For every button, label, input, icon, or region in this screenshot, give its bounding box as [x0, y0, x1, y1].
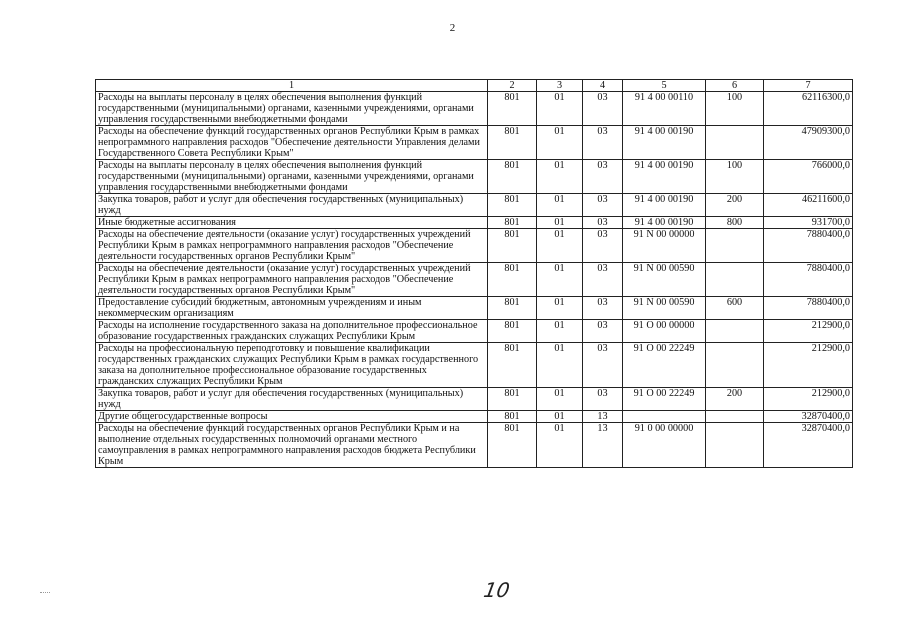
row-target-article-cell [623, 411, 706, 423]
row-name-cell: Предоставление субсидий бюджетным, автономным учреждениям и иным некоммерческим организациям [96, 297, 488, 320]
row-subsection-cell: 03 [583, 160, 623, 194]
row-expense-type-cell [706, 126, 764, 160]
row-code-cell: 801 [488, 423, 537, 468]
table-row [96, 92, 853, 126]
row-amount-cell: 32870400,0 [764, 411, 853, 423]
column-header-3: 3 [537, 80, 583, 92]
row-code-cell: 801 [488, 411, 537, 423]
handwritten-page-number: 10 [481, 578, 512, 602]
row-section-cell: 01 [537, 229, 583, 263]
row-section-cell: 01 [537, 194, 583, 217]
row-subsection-cell: 03 [583, 194, 623, 217]
table-row [96, 388, 853, 411]
row-name-cell: Другие общегосударственные вопросы [96, 411, 488, 423]
row-code-cell: 801 [488, 194, 537, 217]
table-row [96, 217, 853, 229]
row-amount-cell: 7880400,0 [764, 229, 853, 263]
row-expense-type-cell: 200 [706, 388, 764, 411]
row-expense-type-cell [706, 229, 764, 263]
row-subsection-cell: 03 [583, 126, 623, 160]
row-section-cell: 01 [537, 343, 583, 388]
row-amount-cell: 7880400,0 [764, 263, 853, 297]
row-amount-cell: 212900,0 [764, 320, 853, 343]
row-expense-type-cell: 800 [706, 217, 764, 229]
row-subsection-cell: 03 [583, 229, 623, 263]
row-code-cell: 801 [488, 217, 537, 229]
table-row [96, 229, 853, 263]
row-target-article-cell: 91 4 00 00190 [623, 160, 706, 194]
row-target-article-cell: 91 О 00 00000 [623, 320, 706, 343]
row-subsection-cell: 13 [583, 411, 623, 423]
row-target-article-cell: 91 4 00 00190 [623, 217, 706, 229]
margin-mark [40, 592, 50, 593]
row-target-article-cell: 91 4 00 00110 [623, 92, 706, 126]
row-target-article-cell: 91 N 00 00590 [623, 263, 706, 297]
row-subsection-cell: 03 [583, 263, 623, 297]
row-section-cell: 01 [537, 388, 583, 411]
row-expense-type-cell: 100 [706, 160, 764, 194]
row-code-cell: 801 [488, 160, 537, 194]
row-code-cell: 801 [488, 92, 537, 126]
row-name-cell: Расходы на выплаты персоналу в целях обеспечения выполнения функций государственными (муниципальными) органами, казенными учреждениями, органами управления государственными внебюджетными фондами [96, 92, 488, 126]
row-expense-type-cell: 600 [706, 297, 764, 320]
row-amount-cell: 931700,0 [764, 217, 853, 229]
row-subsection-cell: 03 [583, 320, 623, 343]
row-target-article-cell: 91 4 00 00190 [623, 194, 706, 217]
row-name-cell: Расходы на выплаты персоналу в целях обеспечения выполнения функций государственными (муниципальными) органами, казенными учреждениями, органами управления государственными внебюджетными фондами [96, 160, 488, 194]
row-subsection-cell: 03 [583, 217, 623, 229]
column-header-7: 7 [764, 80, 853, 92]
row-code-cell: 801 [488, 229, 537, 263]
row-name-cell: Закупка товаров, работ и услуг для обеспечения государственных (муниципальных) нужд [96, 388, 488, 411]
row-name-cell: Закупка товаров, работ и услуг для обеспечения государственных (муниципальных) нужд [96, 194, 488, 217]
row-name-cell: Иные бюджетные ассигнования [96, 217, 488, 229]
row-expense-type-cell [706, 263, 764, 297]
table-row [96, 320, 853, 343]
row-target-article-cell: 91 О 00 22249 [623, 388, 706, 411]
row-name-cell: Расходы на исполнение государственного заказа на дополнительное профессиональное образование государственных гражданских служащих Республики Крым [96, 320, 488, 343]
row-target-article-cell: 91 О 00 22249 [623, 343, 706, 388]
row-section-cell: 01 [537, 320, 583, 343]
row-amount-cell: 46211600,0 [764, 194, 853, 217]
page-number: 2 [449, 22, 456, 34]
row-target-article-cell: 91 N 00 00000 [623, 229, 706, 263]
column-header-4: 4 [583, 80, 623, 92]
column-header-5: 5 [623, 80, 706, 92]
row-section-cell: 01 [537, 160, 583, 194]
row-amount-cell: 212900,0 [764, 343, 853, 388]
table-header-row [96, 80, 853, 92]
row-amount-cell: 47909300,0 [764, 126, 853, 160]
row-section-cell: 01 [537, 126, 583, 160]
row-subsection-cell: 03 [583, 92, 623, 126]
table-row [96, 194, 853, 217]
table-row [96, 343, 853, 388]
row-code-cell: 801 [488, 343, 537, 388]
table-row [96, 411, 853, 423]
table-row [96, 263, 853, 297]
row-target-article-cell: 91 N 00 00590 [623, 297, 706, 320]
budget-table [95, 79, 853, 468]
row-code-cell: 801 [488, 297, 537, 320]
row-section-cell: 01 [537, 297, 583, 320]
row-code-cell: 801 [488, 320, 537, 343]
row-section-cell: 01 [537, 217, 583, 229]
column-header-2: 2 [488, 80, 537, 92]
row-expense-type-cell: 200 [706, 194, 764, 217]
table-row [96, 297, 853, 320]
row-amount-cell: 62116300,0 [764, 92, 853, 126]
row-section-cell: 01 [537, 92, 583, 126]
table-row [96, 160, 853, 194]
row-expense-type-cell [706, 343, 764, 388]
row-amount-cell: 212900,0 [764, 388, 853, 411]
row-name-cell: Расходы на обеспечение функций государственных органов Республики Крым в рамках непрограммного направления расходов "Обеспечение деятельности Управления делами Государственного Совета Республики Крым" [96, 126, 488, 160]
row-target-article-cell: 91 4 00 00190 [623, 126, 706, 160]
table-body [96, 92, 853, 468]
table-row [96, 423, 853, 468]
row-subsection-cell: 03 [583, 297, 623, 320]
row-section-cell: 01 [537, 263, 583, 297]
row-subsection-cell: 03 [583, 388, 623, 411]
row-section-cell: 01 [537, 423, 583, 468]
row-code-cell: 801 [488, 126, 537, 160]
row-expense-type-cell [706, 423, 764, 468]
row-amount-cell: 7880400,0 [764, 297, 853, 320]
row-subsection-cell: 03 [583, 343, 623, 388]
row-code-cell: 801 [488, 388, 537, 411]
row-section-cell: 01 [537, 411, 583, 423]
row-expense-type-cell [706, 320, 764, 343]
row-name-cell: Расходы на обеспечение функций государственных органов Республики Крым и на выполнение отдельных государственных полномочий органами местного самоуправления в рамках непрограммного направления расходов бюджета Республики Крым [96, 423, 488, 468]
row-subsection-cell: 13 [583, 423, 623, 468]
row-name-cell: Расходы на обеспечение деятельности (оказание услуг) государственных учреждений Республики Крым в рамках непрограммного направления расходов "Обеспечение деятельности государственных органов Республики Крым" [96, 263, 488, 297]
row-expense-type-cell: 100 [706, 92, 764, 126]
row-amount-cell: 766000,0 [764, 160, 853, 194]
row-expense-type-cell [706, 411, 764, 423]
column-header-6: 6 [706, 80, 764, 92]
table-row [96, 126, 853, 160]
row-code-cell: 801 [488, 263, 537, 297]
row-amount-cell: 32870400,0 [764, 423, 853, 468]
column-header-1: 1 [96, 80, 488, 92]
row-target-article-cell: 91 0 00 00000 [623, 423, 706, 468]
row-name-cell: Расходы на обеспечение деятельности (оказание услуг) государственных учреждений Республики Крым в рамках непрограммного направления расходов "Обеспечение деятельности государственных органов Республики Крым" [96, 229, 488, 263]
row-name-cell: Расходы на профессиональную переподготовку и повышение квалификации государственных гражданских служащих Республики Крым в рамках государственного заказа на дополнительное профессиональное образование государственных гражданских служащих Республики Крым [96, 343, 488, 388]
